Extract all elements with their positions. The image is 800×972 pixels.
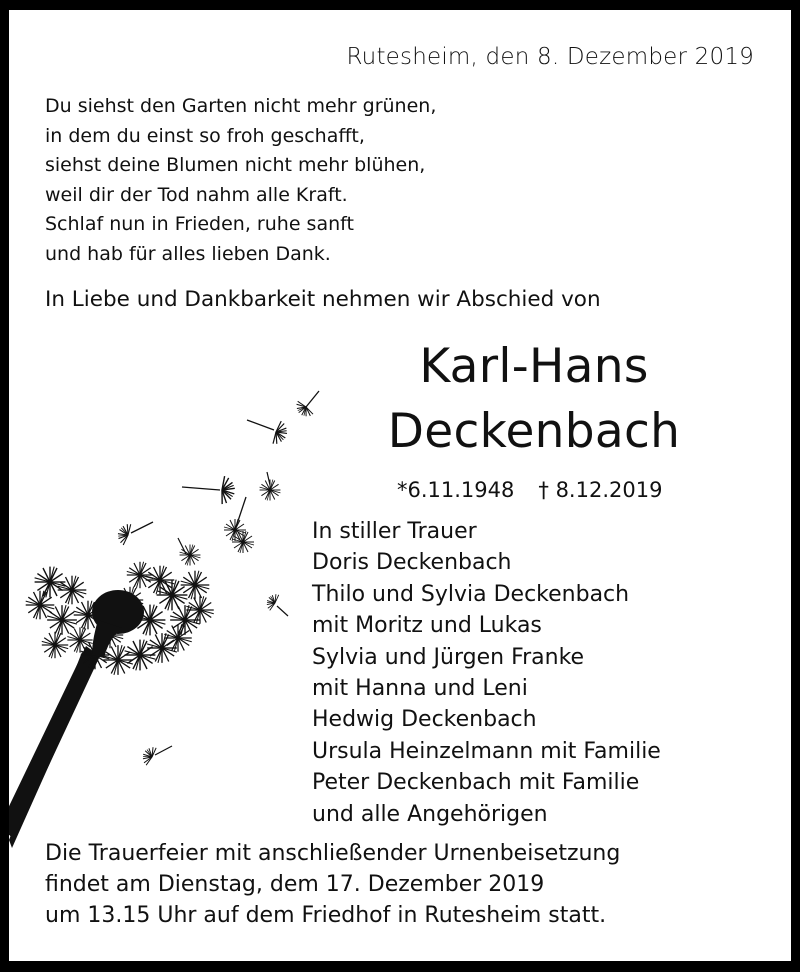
poem-line: und hab für alles lieben Dank. (45, 242, 331, 265)
deceased-last-name: Deckenbach (387, 404, 681, 459)
poem-line: weil dir der Tod nahm alle Kraft. (45, 183, 348, 206)
ceremony-details (45, 838, 620, 931)
poem-line: Schlaf nun in Frieden, ruhe sanft (45, 213, 354, 235)
poem-line: Du siehst den Garten nicht mehr grünen, (45, 95, 437, 117)
mourners-line: Doris Deckenbach (312, 550, 512, 576)
mourners-line: Hedwig Deckenbach (312, 707, 537, 733)
life-dates (397, 478, 662, 502)
death-date: † 8.12.2019 (538, 478, 663, 502)
mourners-line: mit Moritz und Lukas (312, 613, 542, 639)
mourners-line: In stiller Trauer (312, 519, 477, 544)
mourners-line: mit Hanna und Leni (312, 676, 528, 702)
mourners-line: Thilo und Sylvia Deckenbach (312, 581, 630, 607)
poem-line: in dem du einst so froh geschafft, (45, 124, 365, 147)
deceased-first-name: Karl-Hans (419, 339, 649, 394)
farewell-intro: In Liebe und Dankbarkeit nehmen wir Abschied von (45, 287, 601, 312)
ceremony-line: um 13.15 Uhr auf dem Friedhof in Rutesheim statt. (45, 903, 607, 928)
mourners-line: Ursula Heinzelmann mit Familie (312, 738, 661, 764)
mourners-list (312, 516, 661, 830)
ceremony-line: Die Trauerfeier mit anschließender Urnenbeisetzung (45, 841, 621, 866)
ceremony-line: findet am Dienstag, dem 17. Dezember 2019 (45, 872, 545, 897)
mourners-line: und alle Angehörigen (312, 801, 548, 827)
obituary-notice (9, 10, 791, 961)
place-and-date: Rutesheim, den 8. Dezember 2019 (346, 44, 754, 70)
poem-line: siehst deine Blumen nicht mehr blühen, (45, 154, 426, 176)
mourners-line: Peter Deckenbach mit Familie (312, 770, 640, 796)
dandelion-icon (9, 370, 340, 850)
poem (45, 92, 436, 269)
mourners-line: Sylvia und Jürgen Franke (312, 644, 585, 670)
birth-date: *6.11.1948 (397, 478, 515, 502)
